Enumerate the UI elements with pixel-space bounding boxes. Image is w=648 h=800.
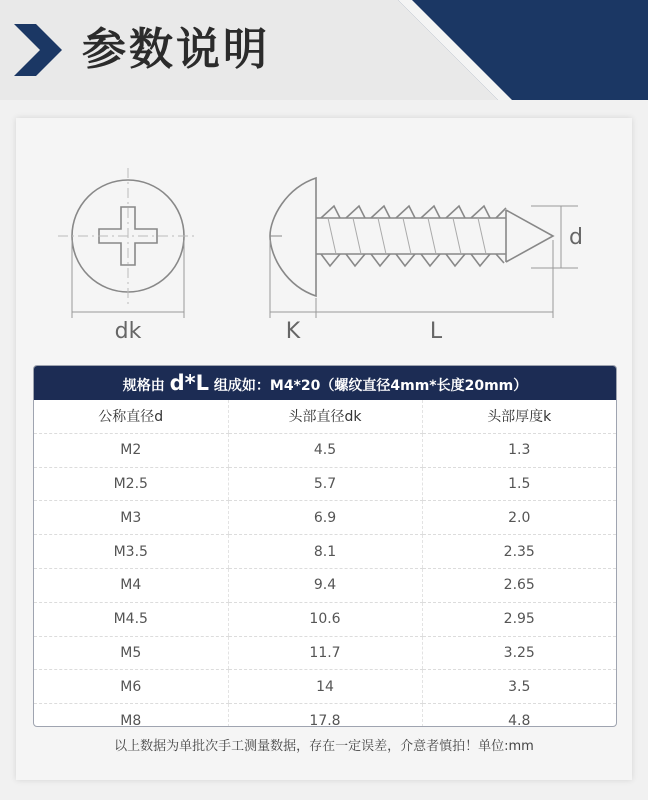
d-label: d	[569, 225, 583, 250]
chevron-right-icon	[14, 24, 72, 76]
table-cell: 1.3	[422, 433, 616, 467]
table-row	[34, 535, 616, 569]
table-header-row	[34, 400, 616, 433]
table-row	[34, 467, 616, 501]
table-row	[34, 501, 616, 535]
screw-drawing	[16, 118, 632, 358]
page-title: 参数说明	[82, 24, 270, 75]
spec-table-title	[34, 366, 616, 400]
table-cell: M2.5	[34, 467, 228, 501]
header-banner	[0, 0, 648, 100]
table-cell: 6.9	[228, 501, 422, 535]
table-cell: 2.95	[422, 602, 616, 636]
dk-label: dk	[114, 319, 142, 344]
table-row	[34, 602, 616, 636]
screw-head-side-view	[270, 178, 316, 296]
spec-table	[33, 365, 617, 727]
title-prefix: 规格由	[122, 378, 165, 394]
table-cell: 2.35	[422, 535, 616, 569]
column-header: 头部直径dk	[228, 400, 422, 433]
table-row	[34, 568, 616, 602]
table-cell: 4.5	[228, 433, 422, 467]
title-formula: d*L	[169, 371, 210, 395]
screw-tip	[506, 210, 553, 262]
table-cell: M4	[34, 568, 228, 602]
table-cell: 8.1	[228, 535, 422, 569]
column-header: 公称直径d	[34, 400, 228, 433]
table-cell: 4.8	[422, 704, 616, 727]
table-cell: M5	[34, 636, 228, 670]
k-label: K	[285, 319, 301, 344]
table-cell: 3.5	[422, 670, 616, 704]
table-cell: M4.5	[34, 602, 228, 636]
table-cell: 11.7	[228, 636, 422, 670]
table-cell: 17.8	[228, 704, 422, 727]
title-suffix: 组成如：M4*20（螺纹直径4mm*长度20mm）	[213, 378, 528, 394]
l-label: L	[429, 319, 443, 344]
header-corner-decoration	[398, 0, 648, 100]
table-row	[34, 433, 616, 467]
table-cell: M8	[120, 712, 142, 727]
footnote: 以上数据为单批次手工测量数据，存在一定误差，介意者慎拍！单位:mm	[114, 739, 534, 754]
table-cell: M3	[34, 501, 228, 535]
table-row	[34, 704, 616, 727]
table-cell: M6	[34, 670, 228, 704]
table-cell: M2	[34, 433, 228, 467]
table-cell: 2.0	[422, 501, 616, 535]
table-cell: 9.4	[228, 568, 422, 602]
table-cell: M3.5	[34, 535, 228, 569]
table-row	[34, 636, 616, 670]
table-cell: 10.6	[228, 602, 422, 636]
table-cell: 3.25	[422, 636, 616, 670]
table-cell: 5.7	[228, 467, 422, 501]
table-cell: 2.65	[422, 568, 616, 602]
table-cell: 1.5	[422, 467, 616, 501]
spec-card	[16, 118, 632, 780]
spec-table-grid	[34, 400, 616, 727]
column-header: 头部厚度k	[422, 400, 616, 433]
table-cell: 14	[228, 670, 422, 704]
table-row	[34, 670, 616, 704]
